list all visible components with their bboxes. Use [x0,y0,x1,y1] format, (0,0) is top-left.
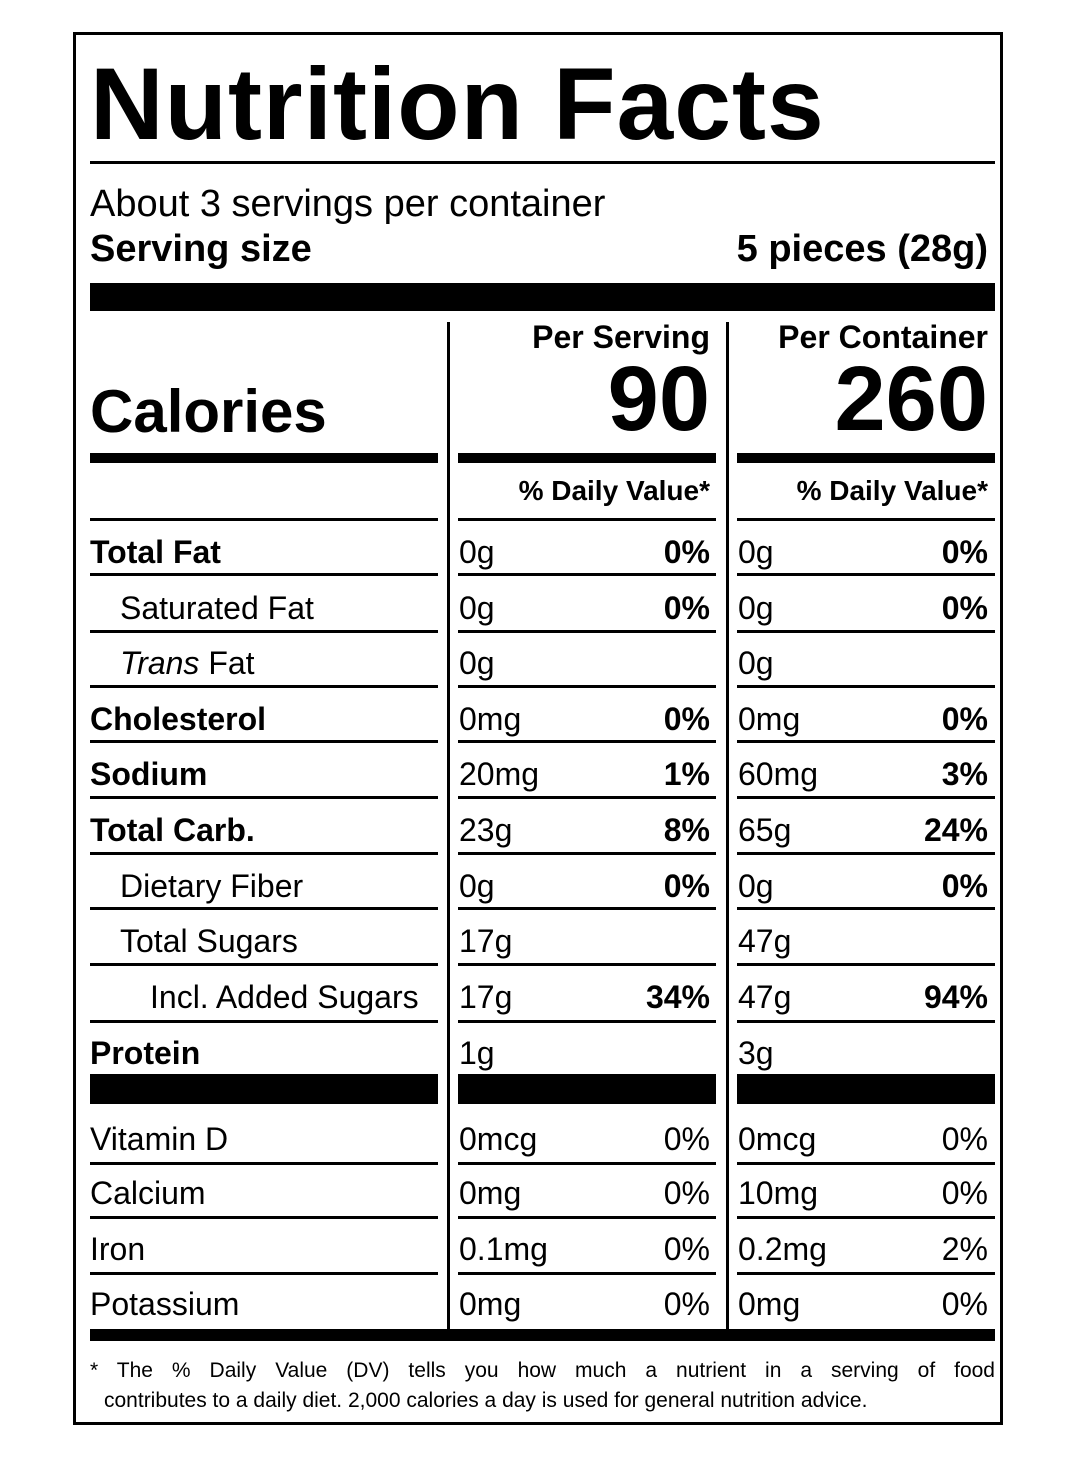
row-rule [458,852,716,855]
container-dv: 0% [941,1121,988,1157]
container-amount: 0mcg [738,1121,817,1157]
nutrient-name: Iron [90,1231,146,1267]
row-rule [737,963,995,966]
nutrient-name: Vitamin D [90,1121,229,1157]
container-amount: 65g [738,812,792,848]
serving-dv: 0% [663,590,710,626]
container-dv: 3% [941,756,988,792]
row-rule [737,1272,995,1275]
label-title: Nutrition Facts [90,47,825,161]
nutrient-name: Cholesterol [90,701,267,737]
calories-label: Calories [90,378,327,445]
serving-dv: 0% [663,1175,710,1211]
row-rule [458,518,716,521]
nutrient-name: Calcium [90,1175,206,1211]
per-serving-header: Per Serving [532,319,710,355]
row-rule [458,630,716,633]
row-rule [90,1216,438,1219]
row-rule [458,573,716,576]
serving-dv: 0% [663,1121,710,1157]
nutrient-name: Incl. Added Sugars [150,979,419,1015]
nutrient-name-italic: Trans [120,645,200,681]
row-rule [458,1272,716,1275]
vitamin-rule-left [90,1074,438,1104]
row-rule [737,1216,995,1219]
row-rule [90,907,438,910]
calories-per-container: 260 [834,348,988,450]
serving-dv: 0% [663,701,710,737]
row-rule [458,1162,716,1165]
row-rule [90,740,438,743]
footnote-line-1: * The % Daily Value (DV) tells you how much a nutrient in a serving of food [90,1359,995,1382]
container-dv: 2% [941,1231,988,1267]
row-rule [90,685,438,688]
row-rule [90,630,438,633]
serving-amount: 0g [459,868,495,904]
nutrient-name: Saturated Fat [120,590,314,626]
container-dv: 0% [941,701,988,737]
container-amount: 0g [738,590,774,626]
container-amount: 0mg [738,1286,801,1322]
calories-rule-right [737,453,995,463]
serving-amount: 0.1mg [459,1231,548,1267]
serving-amount: 17g [459,979,513,1015]
title-rule [90,161,995,164]
serving-amount: 0mcg [459,1121,538,1157]
serving-amount: 0g [459,534,495,570]
serving-dv: 1% [663,756,710,792]
container-amount: 0g [738,645,774,681]
nutrient-name-rest: Fat [199,645,255,681]
container-amount: 3g [738,1035,774,1071]
row-rule [458,907,716,910]
serving-amount: 0g [459,590,495,626]
container-dv: 0% [941,1286,988,1322]
nutrient-name: Dietary Fiber [120,868,304,904]
serving-dv: 0% [663,534,710,570]
vitamin-rule-right [737,1074,995,1104]
row-rule [737,1020,995,1023]
nutrient-name: Potassium [90,1286,240,1322]
container-amount: 47g [738,979,792,1015]
nutrient-name: Total Carb. [90,812,255,848]
nutrient-name: Sodium [90,756,208,792]
row-rule [90,1162,438,1165]
serving-amount: 0mg [459,1286,522,1322]
container-amount: 10mg [738,1175,819,1211]
row-rule [737,573,995,576]
container-dv: 94% [923,979,988,1015]
container-amount: 0.2mg [738,1231,827,1267]
container-dv: 0% [941,534,988,570]
row-rule [90,796,438,799]
serving-amount: 23g [459,812,513,848]
row-rule [458,740,716,743]
row-rule [458,1216,716,1219]
serving-dv: 8% [663,812,710,848]
container-dv: 0% [941,590,988,626]
column-divider-2 [726,322,729,1331]
row-rule [737,852,995,855]
row-rule [458,1020,716,1023]
container-amount: 0g [738,868,774,904]
serving-amount: 0mg [459,1175,522,1211]
row-rule [458,685,716,688]
row-rule [458,963,716,966]
container-dv: 0% [941,1175,988,1211]
serving-amount: 17g [459,923,513,959]
nutrient-name: Total Sugars [120,923,298,959]
daily-value-header-serving: % Daily Value* [518,475,710,506]
container-dv: 24% [923,812,988,848]
per-container-header: Per Container [778,319,988,355]
row-rule [737,796,995,799]
serving-dv: 0% [663,1286,710,1322]
servings-per-container: About 3 servings per container [90,183,606,225]
serving-size-value: 5 pieces (28g) [736,228,988,270]
row-rule [90,1020,438,1023]
row-rule [90,963,438,966]
column-divider-1 [447,322,450,1331]
daily-value-header-container: % Daily Value* [796,475,988,506]
calories-rule-left [90,453,438,463]
serving-amount: 0mg [459,701,522,737]
row-rule [737,740,995,743]
serving-amount: 0g [459,645,495,681]
container-amount: 0g [738,534,774,570]
row-rule [737,685,995,688]
row-rule [737,630,995,633]
row-rule [737,907,995,910]
thick-rule-top [90,283,995,311]
container-dv: 0% [941,868,988,904]
row-rule [90,1272,438,1275]
nutrient-name: Total Fat [90,534,221,570]
thick-rule-bottom [90,1329,995,1341]
vitamin-rule-mid [458,1074,716,1104]
serving-amount: 20mg [459,756,540,792]
container-amount: 60mg [738,756,819,792]
row-rule [90,573,438,576]
row-rule [90,518,438,521]
row-rule [737,1162,995,1165]
serving-size-label: Serving size [90,228,312,270]
nutrient-name [120,647,255,679]
calories-per-serving: 90 [607,348,710,450]
container-amount: 47g [738,923,792,959]
row-rule [458,796,716,799]
serving-amount: 1g [459,1035,495,1071]
serving-dv: 0% [663,868,710,904]
calories-rule-mid [458,453,716,463]
row-rule [737,518,995,521]
serving-dv: 0% [663,1231,710,1267]
nutrition-facts-label [73,32,1003,1425]
nutrient-name: Protein [90,1035,201,1071]
serving-dv: 34% [645,979,710,1015]
footnote-line-2: contributes to a daily diet. 2,000 calories a day is used for general nutrition advice. [104,1389,868,1412]
row-rule [90,852,438,855]
container-amount: 0mg [738,701,801,737]
